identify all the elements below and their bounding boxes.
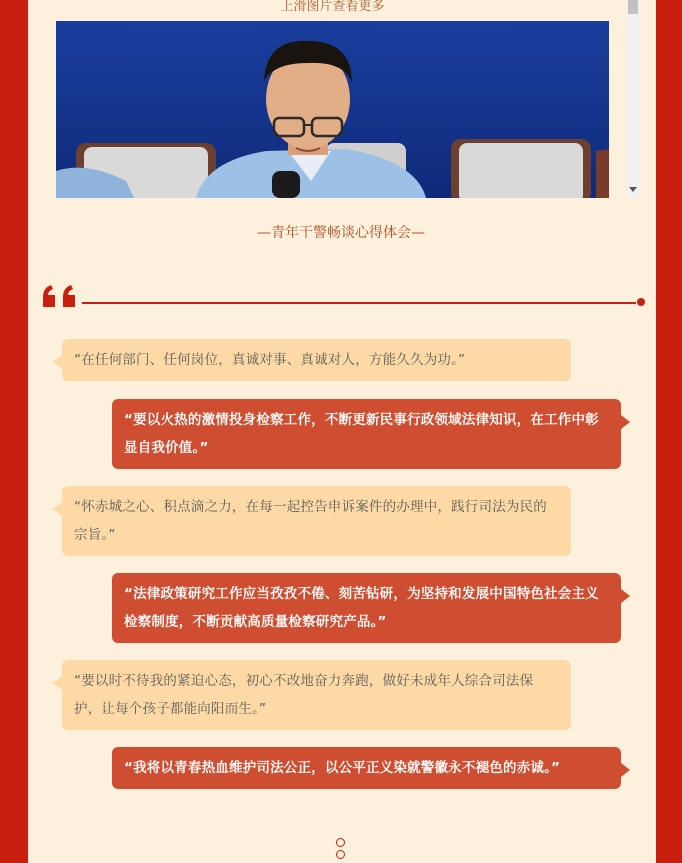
quote-mark-icon — [41, 285, 81, 311]
quote-bubble-2: “要以火热的激情投身检察工作，不断更新民事行政领域法律知识，在工作中彰显自我价值。” — [112, 399, 621, 469]
speaker-photo — [56, 21, 609, 198]
photo-caption: —青年干警畅谈心得体会— — [257, 225, 425, 241]
image-scrollbar[interactable] — [626, 0, 640, 197]
ornament-dot-top — [336, 838, 345, 847]
scroll-down-arrow-icon[interactable] — [629, 187, 637, 192]
quote-bubble-3: “怀赤城之心、积点滴之力，在每一起控告申诉案件的办理中，践行司法为民的宗旨。” — [62, 486, 571, 556]
quote-bubble-1: “在任何部门、任何岗位，真诚对事、真诚对人，方能久久为功。” — [62, 339, 571, 381]
quote-bubble-4: “法律政策研究工作应当孜孜不倦、刻苦钻研，为坚持和发展中国特色社会主义检察制度，不断贡献高质量检察研究产品。” — [112, 573, 621, 643]
quote-divider-line — [82, 302, 636, 304]
scrollbar-thumb[interactable] — [628, 0, 638, 14]
quote-bubble-5: “要以时不待我的紧迫心态，初心不改地奋力奔跑，做好未成年人综合司法保护，让每个孩子都能向阳而生。” — [62, 660, 571, 730]
left-red-border — [0, 0, 28, 863]
photo-carousel[interactable] — [56, 21, 609, 198]
right-red-border — [656, 0, 682, 863]
quote-bubble-6: “我将以青春热血维护司法公正，以公平正义染就警徽永不褪色的赤诚。” — [112, 747, 621, 789]
ornament-dot-bottom — [336, 850, 345, 859]
quote-divider-dot — [637, 298, 645, 306]
section-end-ornament — [336, 838, 345, 862]
scroll-hint: 上滑图片查看更多 — [280, 0, 385, 14]
